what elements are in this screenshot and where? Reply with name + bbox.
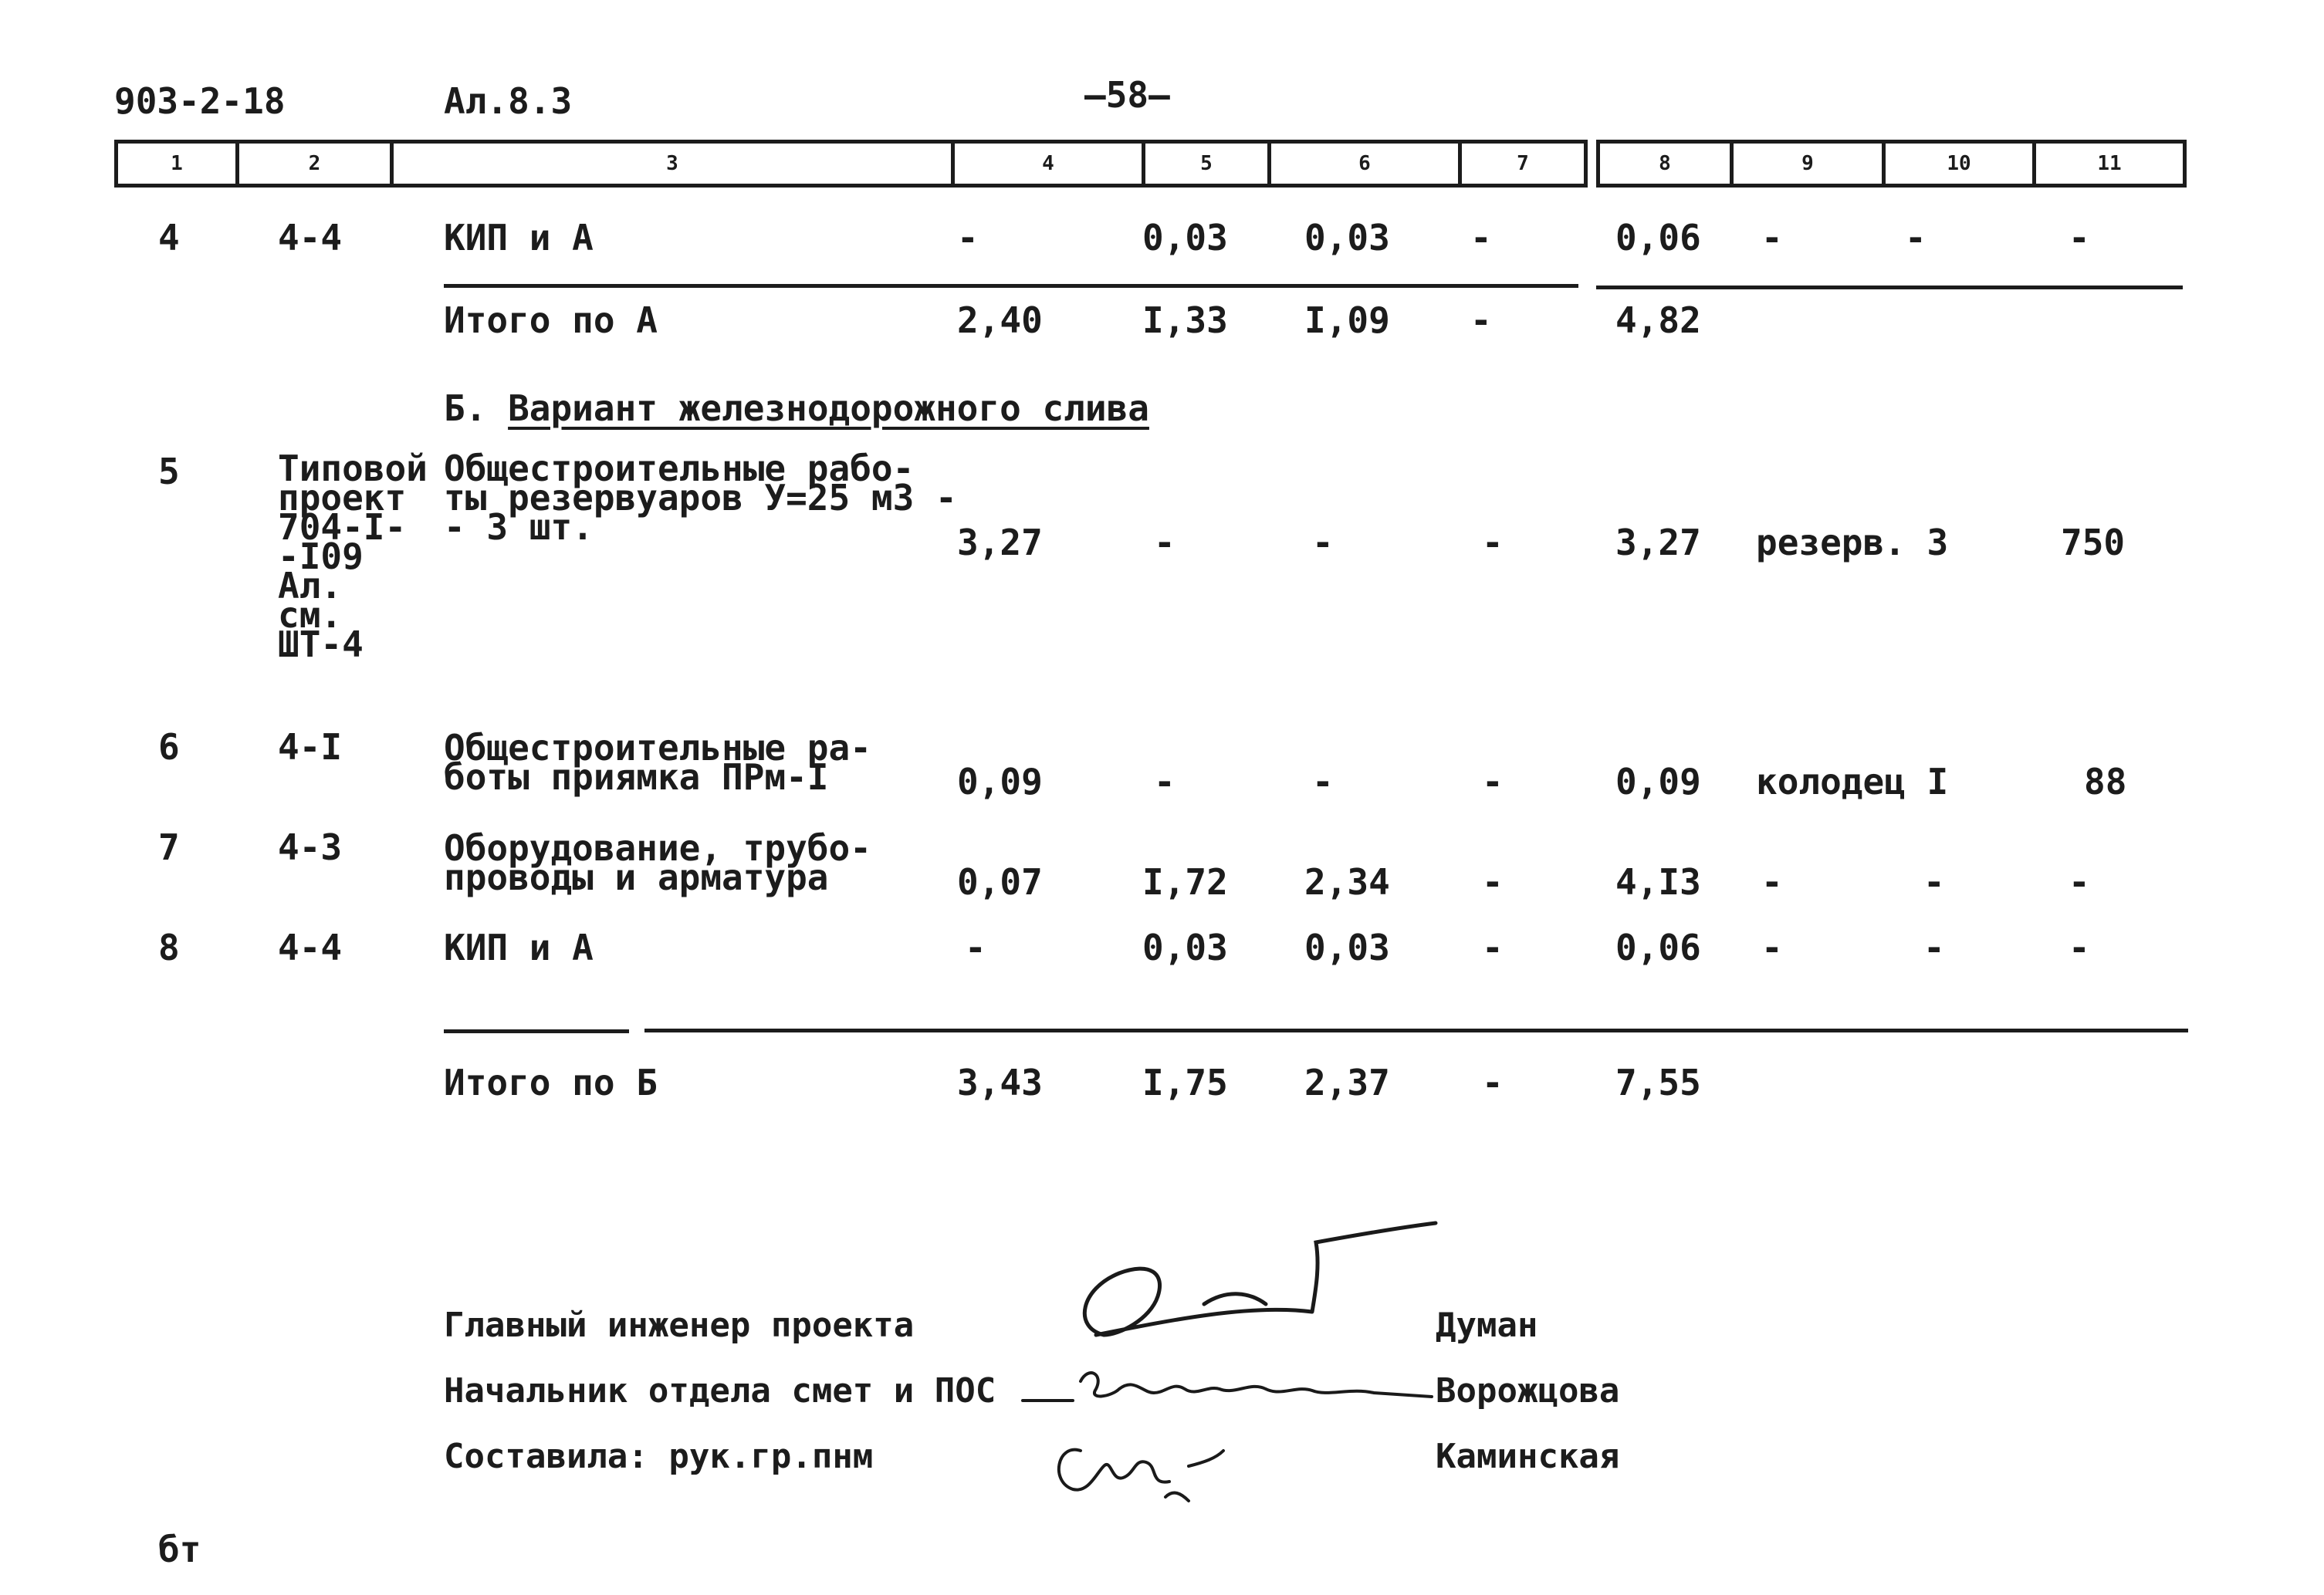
cell-col11: - (2069, 861, 2090, 903)
cell-col5: - (1154, 761, 1176, 803)
total-col4: 3,43 (957, 1062, 1043, 1103)
cell-col8: 0,06 (1615, 217, 1701, 259)
cell-col11: 750 (2061, 522, 2126, 563)
cell-col10: - (1905, 217, 1927, 259)
cell-number: 8 (158, 927, 180, 968)
cell-col10: - (1923, 861, 1945, 903)
cell-col6: 0,03 (1304, 217, 1390, 259)
cell-col5: - (1154, 522, 1176, 563)
column-header-9: 9 (1730, 140, 1886, 188)
total-col5: I,75 (1142, 1062, 1228, 1103)
cell-chapter: Типовой проект 704-I- -I09 Ал. см. ШТ-4 (278, 448, 428, 665)
cell-chapter: 4-4 (278, 217, 343, 259)
total-col7: - (1482, 1062, 1504, 1103)
cell-number: 6 (158, 726, 180, 768)
page-number: —58— (1084, 74, 1170, 116)
total-col5: I,33 (1142, 299, 1228, 341)
divider-line (444, 1029, 629, 1033)
signature-scrawl (1050, 1219, 1451, 1350)
signature-name: Ворожцова (1436, 1371, 1620, 1411)
footer-mark: бт (158, 1529, 201, 1570)
cell-col8: 4,I3 (1615, 861, 1701, 903)
cell-number: 5 (158, 451, 180, 492)
section-prefix: Б. (444, 387, 487, 429)
album-reference: Ал.8.3 (444, 80, 573, 122)
cell-col8: 0,09 (1615, 761, 1701, 803)
cell-col5: I,72 (1142, 861, 1228, 903)
signature-name: Думан (1436, 1306, 1538, 1345)
cell-col4: 3,27 (957, 522, 1043, 563)
cell-col4: 0,09 (957, 761, 1043, 803)
total-label: Итого по Б (444, 1062, 658, 1103)
total-col4: 2,40 (957, 299, 1043, 341)
document-code: 903-2-18 (114, 80, 286, 122)
cell-col9: колодец I (1756, 761, 1949, 803)
cell-chapter: 4-I (278, 726, 343, 768)
column-header-11: 11 (2032, 140, 2187, 188)
cell-col7: - (1482, 927, 1504, 968)
divider-line (1596, 286, 2183, 289)
column-header-6: 6 (1267, 140, 1462, 188)
column-header-1: 1 (114, 140, 239, 188)
cell-chapter: 4-4 (278, 927, 343, 968)
cell-description: Оборудование, трубо- проводы и арматура (444, 827, 871, 898)
cell-col4: - (965, 927, 986, 968)
total-col7: - (1470, 299, 1492, 341)
column-header-5: 5 (1142, 140, 1271, 188)
cell-col11: - (2069, 927, 2090, 968)
cell-col5: 0,03 (1142, 927, 1228, 968)
signature-role: Главный инженер проекта (444, 1306, 915, 1345)
total-label: Итого по А (444, 299, 658, 341)
divider-line (644, 1029, 2188, 1032)
column-header-3: 3 (390, 140, 955, 188)
cell-col6: - (1312, 761, 1334, 803)
signature-scrawl (1019, 1358, 1436, 1420)
cell-col11: 88 (2084, 761, 2127, 803)
signature-name: Каминская (1436, 1437, 1620, 1476)
column-header-4: 4 (951, 140, 1145, 188)
cell-col11: - (2069, 217, 2090, 259)
cell-description: Общестроительные ра- боты приямка ПРм-I (444, 727, 871, 798)
total-col6: 2,37 (1304, 1062, 1390, 1103)
cell-col7: - (1470, 217, 1492, 259)
cell-col5: 0,03 (1142, 217, 1228, 259)
cell-col9: - (1761, 927, 1783, 968)
cell-col4: 0,07 (957, 861, 1043, 903)
signature-role: Начальник отдела смет и ПОС (444, 1371, 996, 1411)
cell-col6: 0,03 (1304, 927, 1390, 968)
divider-line (444, 284, 1578, 288)
cell-col7: - (1482, 861, 1504, 903)
cell-col6: - (1312, 522, 1334, 563)
column-header-2: 2 (235, 140, 394, 188)
cell-description: Общестроительные рабо- ты резервуаров У=25 м3 - - 3 шт. (444, 448, 957, 548)
cell-description: КИП и А (444, 927, 594, 968)
cell-number: 7 (158, 826, 180, 868)
cell-number: 4 (158, 217, 180, 259)
cell-chapter: 4-3 (278, 826, 343, 868)
cell-col7: - (1482, 522, 1504, 563)
cell-col9: резерв. 3 (1756, 522, 1949, 563)
cell-description: КИП и А (444, 217, 594, 259)
column-header-8: 8 (1596, 140, 1734, 188)
cell-col4: - (957, 217, 979, 259)
signature-role: Составила: рук.гр.пнм (444, 1437, 874, 1476)
cell-col6: 2,34 (1304, 861, 1390, 903)
column-header-7: 7 (1458, 140, 1588, 188)
cell-col10: - (1923, 927, 1945, 968)
section-title: Вариант железнодорожного слива (508, 387, 1149, 429)
cell-col8: 3,27 (1615, 522, 1701, 563)
total-col8: 4,82 (1615, 299, 1701, 341)
cell-col9: - (1761, 217, 1783, 259)
signature-scrawl (1034, 1420, 1266, 1505)
cell-col8: 0,06 (1615, 927, 1701, 968)
section-heading (444, 387, 1149, 429)
total-col6: I,09 (1304, 299, 1390, 341)
column-header-10: 10 (1882, 140, 2036, 188)
cell-col9: - (1761, 861, 1783, 903)
total-col8: 7,55 (1615, 1062, 1701, 1103)
cell-col7: - (1482, 761, 1504, 803)
